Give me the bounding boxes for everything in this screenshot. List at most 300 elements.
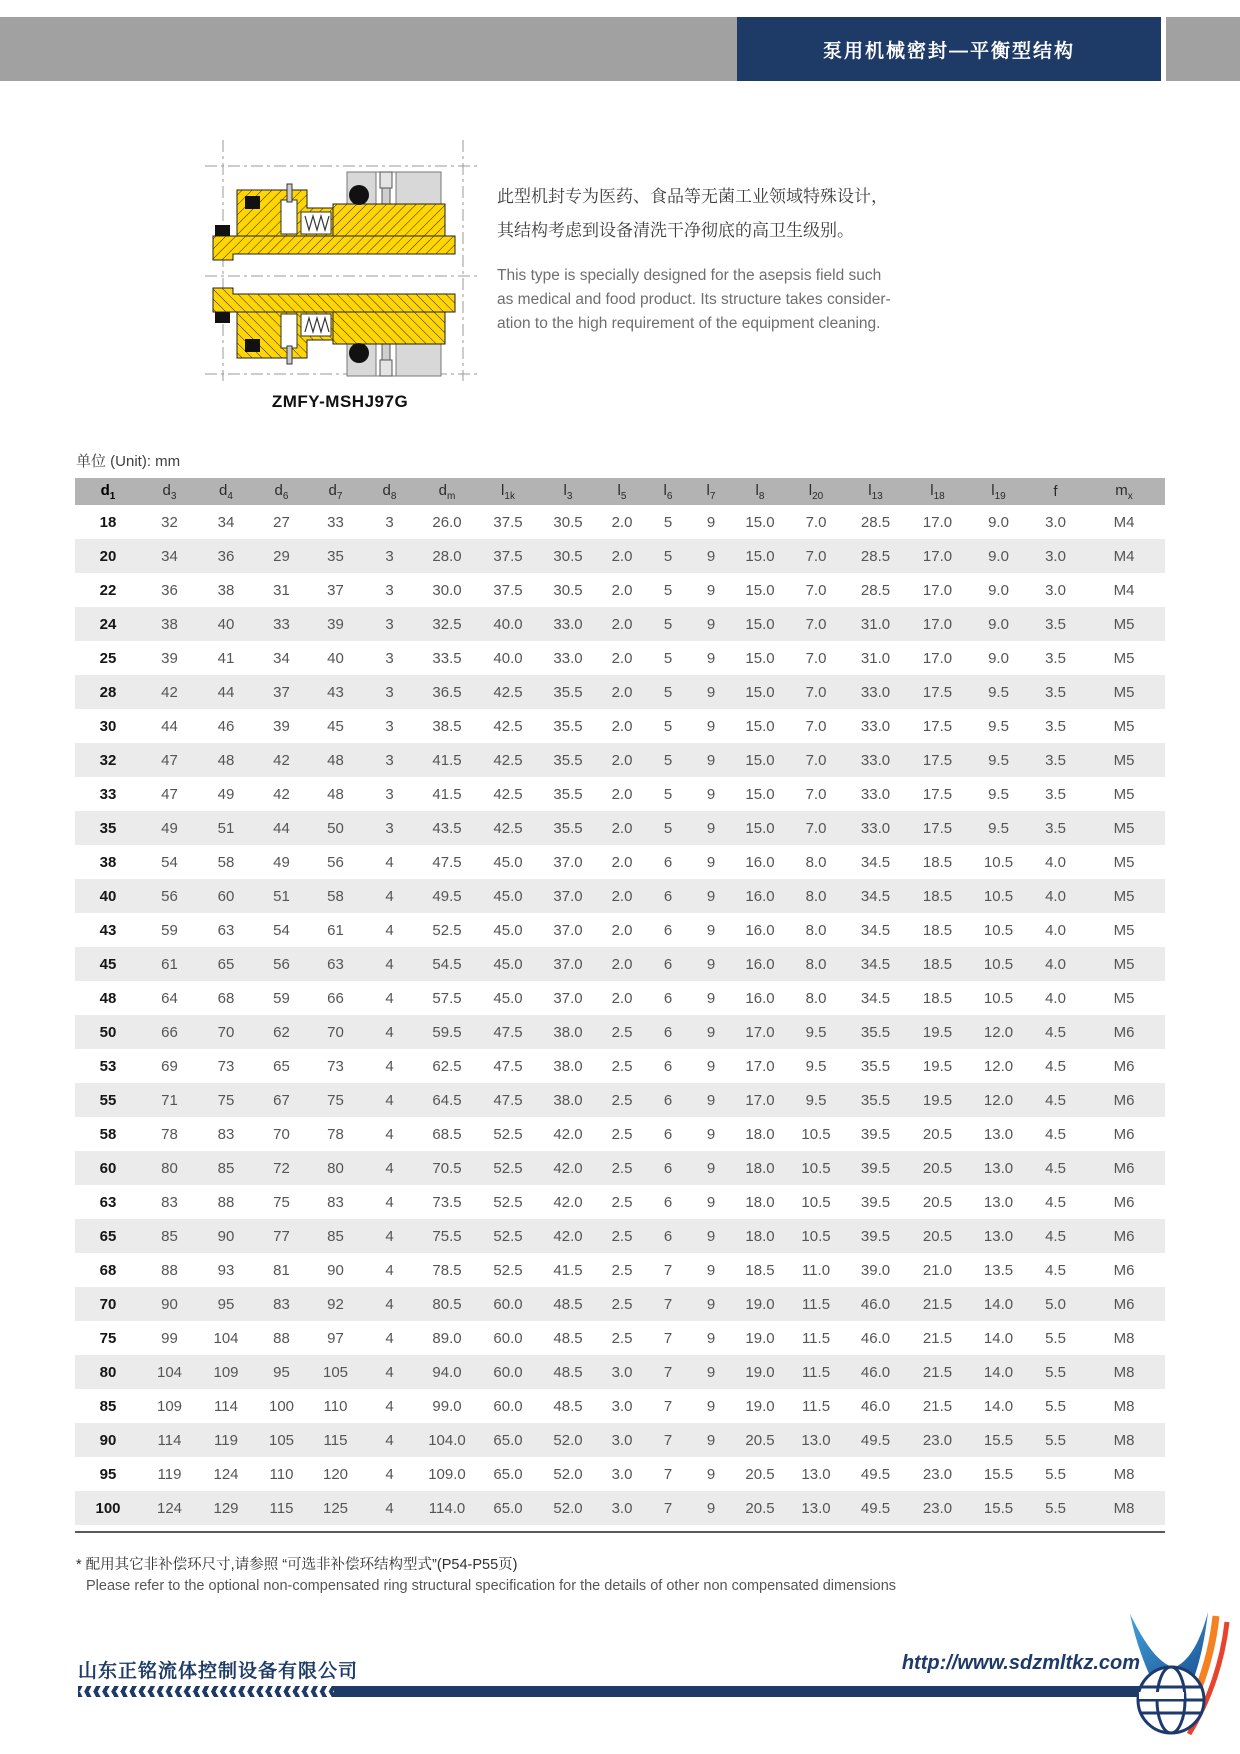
table-cell: 52.5 — [493, 1261, 523, 1279]
table-cell: 4 — [385, 1057, 394, 1075]
table-cell: 8.0 — [805, 853, 827, 871]
table-cell: 49 — [161, 819, 178, 837]
table-cell: 88 — [161, 1261, 178, 1279]
table-cell: 70 — [273, 1125, 290, 1143]
table-cell: 3 — [385, 683, 394, 701]
table-cell: 9 — [706, 1295, 716, 1313]
top-gray-block — [1166, 17, 1240, 81]
table-cell: 2.0 — [611, 887, 633, 905]
table-cell: 23.0 — [922, 1431, 953, 1449]
table-cell: 119 — [157, 1465, 182, 1483]
table-cell: 28.5 — [860, 513, 891, 531]
table-cell: 89.0 — [432, 1329, 462, 1347]
table-cell: 53 — [99, 1057, 117, 1075]
table-cell: 4.5 — [1045, 1091, 1066, 1109]
table-cell: 2.0 — [611, 785, 633, 803]
table-cell: 43 — [99, 921, 117, 939]
table-cell: 10.5 — [801, 1159, 831, 1177]
page-header-title: 泵用机械密封—平衡型结构 — [737, 17, 1161, 81]
table-cell: 47.5 — [493, 1057, 523, 1075]
table-cell: 58 — [217, 853, 235, 871]
table-cell: 49.5 — [860, 1465, 891, 1483]
table-cell: 9 — [706, 1125, 716, 1143]
table-cell: 35.5 — [860, 1057, 891, 1075]
table-cell: 13.0 — [983, 1125, 1014, 1143]
table-cell: 7.0 — [805, 717, 827, 735]
table-cell: 7 — [663, 1431, 673, 1449]
table-cell: 83 — [327, 1193, 344, 1211]
column-header-l7: $l_7$ — [689, 478, 733, 505]
column-header-f: f — [1028, 478, 1083, 505]
table-cell: 35.5 — [553, 819, 583, 837]
table-cell: 61 — [161, 955, 178, 973]
seal-cross-section-drawing — [195, 138, 485, 383]
table-cell: 65.0 — [493, 1465, 523, 1483]
table-cell: 129 — [213, 1499, 239, 1517]
table-cell: 9.5 — [805, 1091, 827, 1109]
table-cell: 60.0 — [493, 1397, 523, 1415]
table-cell: 20.5 — [922, 1193, 953, 1211]
table-cell: 34 — [217, 513, 235, 531]
table-cell: 65 — [217, 955, 235, 973]
table-cell: 68 — [99, 1261, 117, 1279]
table-cell: 33.0 — [553, 615, 583, 633]
description-chinese — [497, 180, 967, 248]
table-cell: M6 — [1113, 1023, 1135, 1041]
table-cell: 6 — [663, 921, 673, 939]
table-cell: 9 — [706, 1329, 716, 1347]
table-cell: 85 — [99, 1397, 117, 1415]
table-cell: 60 — [99, 1159, 117, 1177]
table-cell: 48 — [99, 989, 117, 1007]
table-cell: 8.0 — [805, 955, 827, 973]
table-cell: 17.0 — [745, 1057, 775, 1075]
column-header-d6: $d_6$ — [254, 478, 309, 505]
table-cell: 51 — [217, 819, 235, 837]
table-row-d1-25 — [75, 641, 1165, 675]
table-cell: 39.0 — [860, 1261, 891, 1279]
table-cell: 9 — [706, 1057, 716, 1075]
table-cell: 42.5 — [493, 819, 523, 837]
table-cell: 47 — [161, 751, 178, 769]
table-cell: 17.0 — [922, 615, 953, 633]
table-cell: 124 — [213, 1465, 239, 1483]
table-cell: M6 — [1113, 1159, 1135, 1177]
table-cell: 26.0 — [432, 513, 462, 531]
table-cell: 34.5 — [860, 921, 891, 939]
table-cell: 85 — [327, 1227, 344, 1245]
table-cell: 4 — [385, 921, 394, 939]
table-cell: 4.5 — [1045, 1261, 1066, 1279]
table-cell: 36.5 — [432, 683, 462, 701]
table-cell: 125 — [322, 1499, 349, 1517]
table-cell: 5 — [663, 819, 673, 837]
table-cell: 39.5 — [860, 1125, 891, 1143]
table-cell: 52.0 — [553, 1499, 583, 1517]
table-cell: 6 — [663, 1227, 673, 1245]
desc-en-line1: This type is specially designed for the asepsis field such — [497, 267, 882, 284]
table-cell: 39 — [161, 649, 178, 667]
table-row-d1-65 — [75, 1219, 1165, 1253]
table-cell: 2.0 — [611, 751, 633, 769]
table-cell: 2.5 — [611, 1023, 633, 1041]
table-cell: 5 — [663, 649, 673, 667]
table-cell: 114 — [157, 1431, 182, 1449]
table-cell: 16.0 — [745, 887, 775, 905]
table-cell: 17.5 — [922, 785, 953, 803]
table-cell: 6 — [663, 1125, 673, 1143]
table-cell: 6 — [663, 1159, 673, 1177]
table-cell: 32 — [99, 751, 117, 769]
table-cell: 3 — [385, 785, 394, 803]
table-cell: 60.0 — [493, 1363, 523, 1381]
table-cell: M6 — [1113, 1193, 1135, 1211]
table-cell: M5 — [1113, 751, 1135, 769]
table-cell: 31.0 — [860, 615, 891, 633]
table-cell: 37.0 — [553, 887, 583, 905]
table-cell: 15.5 — [983, 1465, 1014, 1483]
table-cell: 10.5 — [801, 1227, 831, 1245]
table-cell: 5 — [663, 547, 673, 565]
table-cell: 46.0 — [860, 1295, 891, 1313]
table-cell: 33.0 — [860, 785, 891, 803]
table-cell: 42.0 — [553, 1159, 583, 1177]
table-cell: 17.0 — [922, 649, 953, 667]
table-cell: 115 — [269, 1499, 294, 1517]
table-cell: 3 — [385, 513, 394, 531]
table-cell: 83 — [161, 1193, 178, 1211]
table-cell: 13.0 — [801, 1431, 831, 1449]
table-cell: 9 — [706, 751, 716, 769]
table-row-d1-43 — [75, 913, 1165, 947]
table-cell: 15.0 — [745, 581, 775, 599]
table-cell: 7.0 — [805, 581, 827, 599]
table-cell: 49 — [273, 853, 290, 871]
table-cell: M5 — [1113, 989, 1135, 1007]
table-header-row — [75, 478, 1165, 505]
table-cell: 42.5 — [493, 683, 523, 701]
table-cell: 97 — [327, 1329, 344, 1347]
table-cell: M5 — [1113, 717, 1135, 735]
table-cell: 10.5 — [801, 1125, 831, 1143]
table-row-d1-22 — [75, 573, 1165, 607]
description-english — [497, 264, 967, 336]
table-cell: 75 — [273, 1193, 290, 1211]
table-cell: 9 — [706, 615, 716, 633]
table-cell: 40.0 — [493, 649, 523, 667]
table-cell: 85 — [161, 1227, 178, 1245]
globe-logo-icon — [1128, 1612, 1240, 1754]
table-cell: 56 — [327, 853, 344, 871]
table-cell: 62.5 — [432, 1057, 462, 1075]
table-cell: 7 — [663, 1465, 673, 1483]
table-cell: 2.0 — [611, 649, 633, 667]
table-cell: 10.5 — [801, 1193, 831, 1211]
table-cell: 52.0 — [553, 1431, 583, 1449]
table-cell: 4.0 — [1045, 989, 1066, 1007]
table-cell: 70.5 — [432, 1159, 462, 1177]
table-cell: M8 — [1113, 1363, 1135, 1381]
table-cell: 9 — [706, 683, 716, 701]
table-cell: 9.0 — [988, 581, 1009, 599]
table-cell: M8 — [1113, 1431, 1135, 1449]
table-cell: 9 — [706, 1499, 716, 1517]
table-cell: 9 — [706, 513, 716, 531]
table-cell: 119 — [214, 1431, 238, 1449]
table-cell: 4.5 — [1045, 1125, 1066, 1143]
table-cell: 7.0 — [805, 683, 827, 701]
table-cell: 42 — [273, 751, 290, 769]
table-cell: 110 — [269, 1465, 294, 1483]
table-cell: 6 — [663, 955, 673, 973]
table-cell: 18.5 — [922, 887, 953, 905]
table-cell: 18.5 — [922, 921, 953, 939]
table-cell: 18.0 — [745, 1227, 775, 1245]
table-cell: 35 — [99, 819, 117, 837]
table-cell: 95 — [99, 1465, 117, 1483]
table-cell: 48.5 — [553, 1329, 583, 1347]
table-cell: 36 — [217, 547, 235, 565]
table-cell: 9 — [706, 1159, 716, 1177]
table-cell: 3 — [385, 717, 394, 735]
table-cell: 42.0 — [553, 1227, 583, 1245]
table-cell: 35.5 — [553, 683, 583, 701]
table-cell: 2.0 — [611, 581, 633, 599]
table-cell: 12.0 — [983, 1057, 1014, 1075]
table-cell: 67 — [273, 1091, 290, 1109]
table-cell: 52.5 — [493, 1227, 523, 1245]
table-cell: 49.5 — [860, 1499, 891, 1517]
footnote-chinese: * 配用其它非补偿环尺寸,请参照 “可选非补偿环结构型式”(P54-P55页) — [76, 1557, 518, 1573]
table-cell: 4 — [385, 887, 394, 905]
table-cell: 35.5 — [553, 717, 583, 735]
table-cell: 19.5 — [922, 1091, 953, 1109]
table-cell: 4.0 — [1045, 853, 1066, 871]
table-cell: 7.0 — [805, 615, 827, 633]
table-cell: 80 — [161, 1159, 178, 1177]
table-cell: 8.0 — [805, 989, 827, 1007]
table-cell: 6 — [663, 1023, 673, 1041]
table-cell: 75 — [217, 1091, 235, 1109]
table-cell: M5 — [1113, 887, 1135, 905]
table-cell: 17.5 — [922, 683, 953, 701]
column-header-d7: $d_7$ — [309, 478, 362, 505]
table-cell: 38.0 — [553, 1057, 583, 1075]
table-cell: 52.5 — [493, 1159, 523, 1177]
table-cell: 63 — [327, 955, 344, 973]
table-cell: 20.5 — [922, 1125, 953, 1143]
table-cell: 48 — [327, 751, 344, 769]
table-cell: 41.5 — [553, 1261, 583, 1279]
top-gray-bar — [0, 17, 737, 81]
table-cell: 4 — [385, 1329, 394, 1347]
table-cell: 2.0 — [611, 853, 633, 871]
table-row-d1-32 — [75, 743, 1165, 777]
table-cell: 3 — [385, 751, 394, 769]
table-cell: 6 — [663, 989, 673, 1007]
table-cell: 42.5 — [493, 751, 523, 769]
seal-assembly-top — [213, 172, 455, 260]
table-cell: 2.5 — [611, 1159, 633, 1177]
table-cell: 3.5 — [1045, 785, 1066, 803]
table-cell: 16.0 — [745, 955, 775, 973]
table-cell: 9 — [706, 1261, 716, 1279]
table-cell: 10.5 — [983, 989, 1014, 1007]
table-cell: 21.5 — [922, 1295, 953, 1313]
table-cell: 37.0 — [553, 921, 583, 939]
table-cell: 68.5 — [432, 1125, 462, 1143]
table-cell: 90 — [161, 1295, 178, 1313]
table-cell: 33.0 — [553, 649, 583, 667]
table-cell: M5 — [1113, 853, 1135, 871]
table-cell: 33 — [273, 615, 290, 633]
table-cell: 114 — [214, 1397, 238, 1415]
table-cell: 77 — [273, 1227, 290, 1245]
table-cell: 59.5 — [432, 1023, 462, 1041]
table-cell: 64 — [161, 989, 178, 1007]
table-row-d1-35 — [75, 811, 1165, 845]
table-cell: 4 — [385, 1465, 394, 1483]
table-cell: 12.0 — [983, 1023, 1014, 1041]
table-cell: 3.5 — [1045, 649, 1066, 667]
table-cell: M6 — [1113, 1125, 1135, 1143]
table-cell: 39 — [327, 615, 344, 633]
table-cell: 2.0 — [611, 513, 633, 531]
table-cell: 25 — [99, 649, 117, 667]
table-cell: 6 — [663, 1091, 673, 1109]
table-cell: M5 — [1113, 683, 1135, 701]
table-cell: 46.0 — [860, 1329, 891, 1347]
table-row-d1-40 — [75, 879, 1165, 913]
table-cell: 9 — [706, 785, 716, 803]
table-row-d1-60 — [75, 1151, 1165, 1185]
table-cell: 46.0 — [860, 1397, 891, 1415]
table-cell: 38 — [99, 853, 117, 871]
table-cell: 5.5 — [1045, 1397, 1066, 1415]
table-cell: 28 — [99, 683, 117, 701]
table-cell: 47.5 — [432, 853, 462, 871]
table-cell: 4 — [385, 853, 394, 871]
table-cell: 41 — [217, 649, 235, 667]
table-cell: 17.5 — [922, 751, 953, 769]
table-cell: M8 — [1113, 1329, 1135, 1347]
table-cell: 5.5 — [1045, 1465, 1066, 1483]
table-cell: 9 — [706, 581, 716, 599]
table-row-d1-30 — [75, 709, 1165, 743]
table-cell: 7 — [663, 1261, 673, 1279]
table-cell: 19.0 — [745, 1363, 775, 1381]
table-cell: 24 — [99, 615, 117, 633]
column-header-d4: $d_4$ — [198, 478, 254, 505]
table-cell: 48.5 — [553, 1363, 583, 1381]
table-cell: 4.0 — [1045, 887, 1066, 905]
table-cell: 73 — [217, 1057, 235, 1075]
table-cell: 75.5 — [432, 1227, 462, 1245]
table-cell: 17.5 — [922, 717, 953, 735]
website-link[interactable]: http://www.sdzmltkz.com — [901, 1652, 1140, 1674]
table-cell: 13.0 — [983, 1227, 1014, 1245]
table-cell: 4 — [385, 989, 394, 1007]
table-cell: 52.5 — [493, 1193, 523, 1211]
table-cell: 41.5 — [432, 785, 462, 803]
table-cell: 7.0 — [805, 513, 827, 531]
table-cell: 34.5 — [860, 989, 891, 1007]
table-cell: 5.5 — [1045, 1363, 1066, 1381]
table-cell: 3 — [385, 547, 394, 565]
table-cell: 45.0 — [493, 887, 523, 905]
table-cell: 9.5 — [988, 751, 1009, 769]
table-cell: 40 — [99, 887, 117, 905]
table-cell: 63 — [217, 921, 235, 939]
table-cell: 9 — [706, 921, 716, 939]
table-cell: 3 — [385, 819, 394, 837]
table-cell: 7 — [663, 1499, 673, 1517]
table-cell: 43 — [327, 683, 344, 701]
table-cell: M5 — [1113, 921, 1135, 939]
table-cell: 32.5 — [432, 615, 462, 633]
table-cell: M8 — [1113, 1499, 1135, 1517]
table-row-d1-55 — [75, 1083, 1165, 1117]
table-cell: 19.0 — [745, 1329, 775, 1347]
table-cell: 30 — [99, 717, 117, 735]
table-cell: 16.0 — [745, 921, 775, 939]
table-cell: 4.5 — [1045, 1159, 1066, 1177]
table-cell: 73 — [327, 1057, 344, 1075]
table-cell: 18.5 — [922, 989, 953, 1007]
table-cell: 3.0 — [611, 1397, 633, 1415]
table-cell: 46 — [217, 717, 235, 735]
table-cell: 10.5 — [983, 887, 1014, 905]
table-cell: 45.0 — [493, 853, 523, 871]
table-row-d1-33 — [75, 777, 1165, 811]
table-cell: 63 — [99, 1193, 117, 1211]
table-cell: 9 — [706, 955, 716, 973]
table-cell: 21.5 — [922, 1329, 953, 1347]
table-cell: 14.0 — [983, 1295, 1014, 1313]
table-cell: 12.0 — [983, 1091, 1014, 1109]
table-cell: 2.0 — [611, 955, 633, 973]
table-cell: 40 — [217, 615, 235, 633]
table-cell: 5 — [663, 717, 673, 735]
table-cell: 62 — [273, 1023, 290, 1041]
table-cell: 28.0 — [432, 547, 462, 565]
table-cell: 9.5 — [805, 1057, 827, 1075]
table-cell: 56 — [273, 955, 290, 973]
table-cell: 48 — [327, 785, 344, 803]
table-cell: 83 — [217, 1125, 235, 1143]
table-cell: 16.0 — [745, 853, 775, 871]
table-cell: 93 — [217, 1261, 235, 1279]
table-cell: M5 — [1113, 785, 1135, 803]
table-row-d1-75 — [75, 1321, 1165, 1355]
table-cell: 34 — [161, 547, 178, 565]
table-cell: 4 — [385, 1159, 394, 1177]
table-cell: 38.5 — [432, 717, 462, 735]
table-cell: 18.5 — [922, 853, 953, 871]
table-row-d1-90 — [75, 1423, 1165, 1457]
table-cell: 21.5 — [922, 1363, 953, 1381]
table-cell: 7.0 — [805, 649, 827, 667]
table-cell: 33.0 — [860, 751, 891, 769]
table-cell: 35 — [327, 547, 344, 565]
column-header-d8: $d_8$ — [362, 478, 417, 505]
table-cell: 2.5 — [611, 1295, 633, 1313]
table-cell: 104.0 — [428, 1431, 466, 1449]
table-cell: 34.5 — [860, 853, 891, 871]
table-cell: 35.5 — [860, 1091, 891, 1109]
table-cell: 110 — [323, 1397, 348, 1415]
table-cell: 4 — [385, 1125, 394, 1143]
